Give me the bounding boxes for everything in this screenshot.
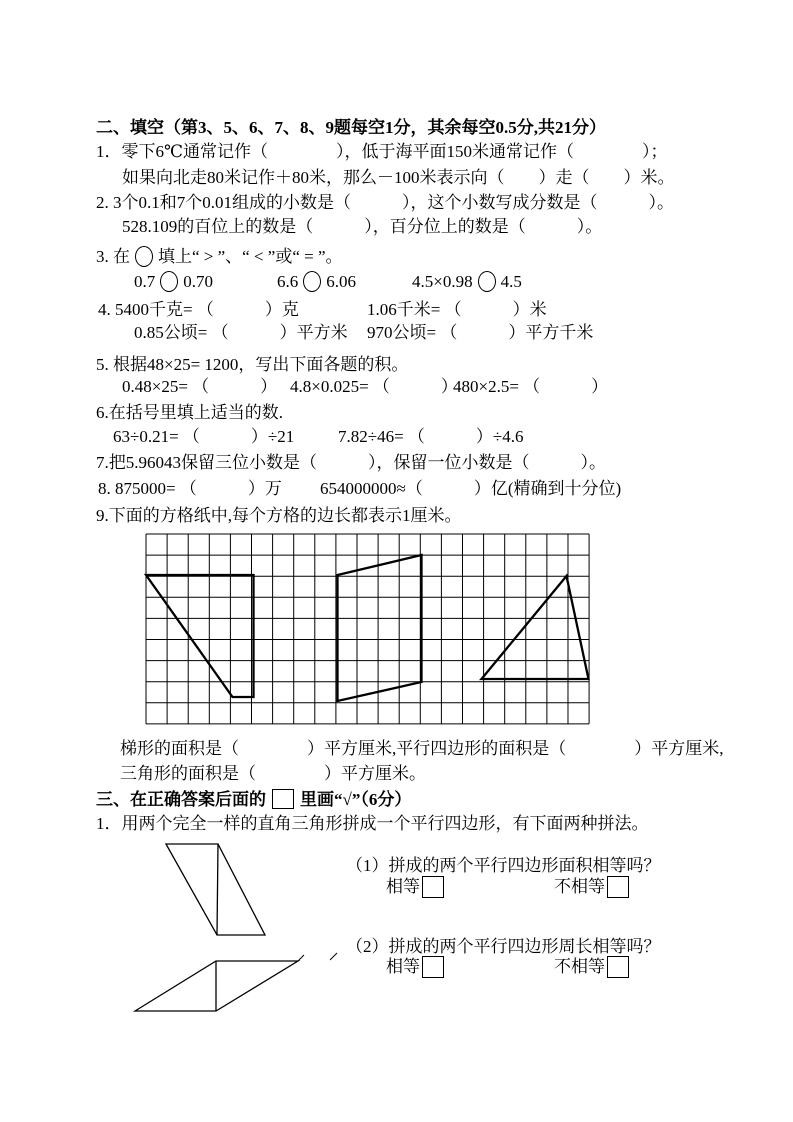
q3-compare-1-right: 0.70 bbox=[183, 272, 213, 291]
answer-box-icon bbox=[272, 789, 294, 809]
q4-right2: 970公顷= （ ）平方千米 bbox=[367, 323, 594, 342]
section3-heading bbox=[96, 789, 411, 810]
q3-compare-3 bbox=[412, 271, 522, 292]
q1-line2: 如果向北走80米记作＋80米，那么－100米表示向（ ）走（ ）米。 bbox=[122, 168, 675, 187]
equal-label: 相等 bbox=[386, 877, 420, 896]
q3-compare-2-left: 6.6 bbox=[277, 272, 299, 291]
parallelogram-figure-2 bbox=[128, 952, 343, 1017]
answer-row-2 bbox=[386, 956, 629, 978]
q8-right: 654000000≈（ ）亿(精确到十分位) bbox=[320, 479, 622, 498]
q8-left: 8. 875000= （ ）万 bbox=[98, 479, 282, 498]
area-line2: 三角形的面积是（ ）平方厘米。 bbox=[120, 764, 426, 783]
q3-compare-2 bbox=[277, 271, 356, 292]
q5-item-3: 480×2.5= （ ） bbox=[453, 377, 609, 396]
q5-intro: 5. 根据48×25= 1200，写出下面各题的积。 bbox=[96, 355, 409, 374]
section3-q1: 1．用两个完全一样的直角三角形拼成一个平行四边形，有下面两种拼法。 bbox=[96, 814, 649, 833]
checkbox-not-equal-1[interactable] bbox=[607, 876, 629, 898]
q4-left1: 4. 5400千克= （ ）克 bbox=[98, 300, 299, 319]
answer-row-1 bbox=[386, 876, 629, 898]
sub-question-2: （2）拼成的两个平行四边形周长相等吗？ bbox=[346, 937, 661, 956]
q7-line: 7.把5.96043保留三位小数是（ ），保留一位小数是（ ）。 bbox=[96, 453, 606, 472]
q2-line2: 528.109的百位上的数是（ ），百分位上的数是（ ）。 bbox=[122, 217, 603, 236]
section2-heading: 二、填空（第3、5、6、7、8、9题每空1分，其余每空0.5分,共21分） bbox=[96, 118, 606, 137]
q3-compare-1 bbox=[134, 271, 213, 292]
q4-left2: 0.85公顷= （ ）平方米 bbox=[134, 323, 348, 342]
compare-circle-icon bbox=[303, 271, 321, 292]
area-line1: 梯形的面积是（ ）平方厘米,平行四边形的面积是（ ）平方厘米, bbox=[120, 739, 724, 758]
q3-compare-3-right: 4.5 bbox=[500, 272, 522, 291]
q3-compare-2-right: 6.06 bbox=[326, 272, 356, 291]
q6-intro: 6.在括号里填上适当的数. bbox=[96, 403, 283, 422]
equal-label: 相等 bbox=[386, 957, 420, 976]
trapezoid-shape bbox=[146, 575, 253, 697]
q6-left: 63÷0.21= （ ）÷21 bbox=[113, 427, 295, 446]
parallelogram-shape bbox=[337, 555, 421, 701]
compare-circle-icon bbox=[160, 271, 178, 292]
q3-intro-post: 填上“ > ”、“ < ”或“ = ”。 bbox=[158, 247, 343, 266]
parallelogram-figure-1 bbox=[160, 840, 275, 940]
sub-question-1: （1）拼成的两个平行四边形面积相等吗？ bbox=[346, 856, 661, 875]
q3-compare-3-left: 4.5×0.98 bbox=[412, 272, 473, 291]
q2-line1: 2. 3个0.1和7个0.01组成的小数是（ ），这个小数写成分数是（ ）。 bbox=[96, 193, 674, 212]
checkbox-equal-2[interactable] bbox=[422, 956, 444, 978]
q5-item-1: 0.48×25= （ ） bbox=[122, 377, 278, 396]
q1-line1: 1．零下6℃通常记作（ ），低于海平面150米通常记作（ ）； bbox=[96, 142, 668, 161]
compare-circle-icon bbox=[478, 271, 496, 292]
compare-circle-icon bbox=[135, 246, 153, 267]
q4-right1: 1.06千米= （ ）米 bbox=[367, 300, 547, 319]
not-equal-label: 不相等 bbox=[554, 877, 605, 896]
q3-intro bbox=[96, 246, 343, 267]
checkbox-not-equal-2[interactable] bbox=[607, 956, 629, 978]
not-equal-label: 不相等 bbox=[554, 957, 605, 976]
q9-line: 9.下面的方格纸中,每个方格的边长都表示1厘米。 bbox=[96, 506, 462, 525]
section3-heading-post: 里画“√”（6分） bbox=[300, 790, 412, 809]
q5-item-2: 4.8×0.025= （ ） bbox=[290, 377, 458, 396]
triangle-shape bbox=[481, 576, 588, 679]
section3-heading-pre: 三、在正确答案后面的 bbox=[96, 790, 266, 809]
checkbox-equal-1[interactable] bbox=[422, 876, 444, 898]
q3-compare-1-left: 0.7 bbox=[134, 272, 156, 291]
q6-right: 7.82÷46= （ ）÷4.6 bbox=[338, 427, 524, 446]
q3-intro-pre: 3. 在 bbox=[96, 247, 130, 266]
grid-figure bbox=[144, 532, 591, 726]
